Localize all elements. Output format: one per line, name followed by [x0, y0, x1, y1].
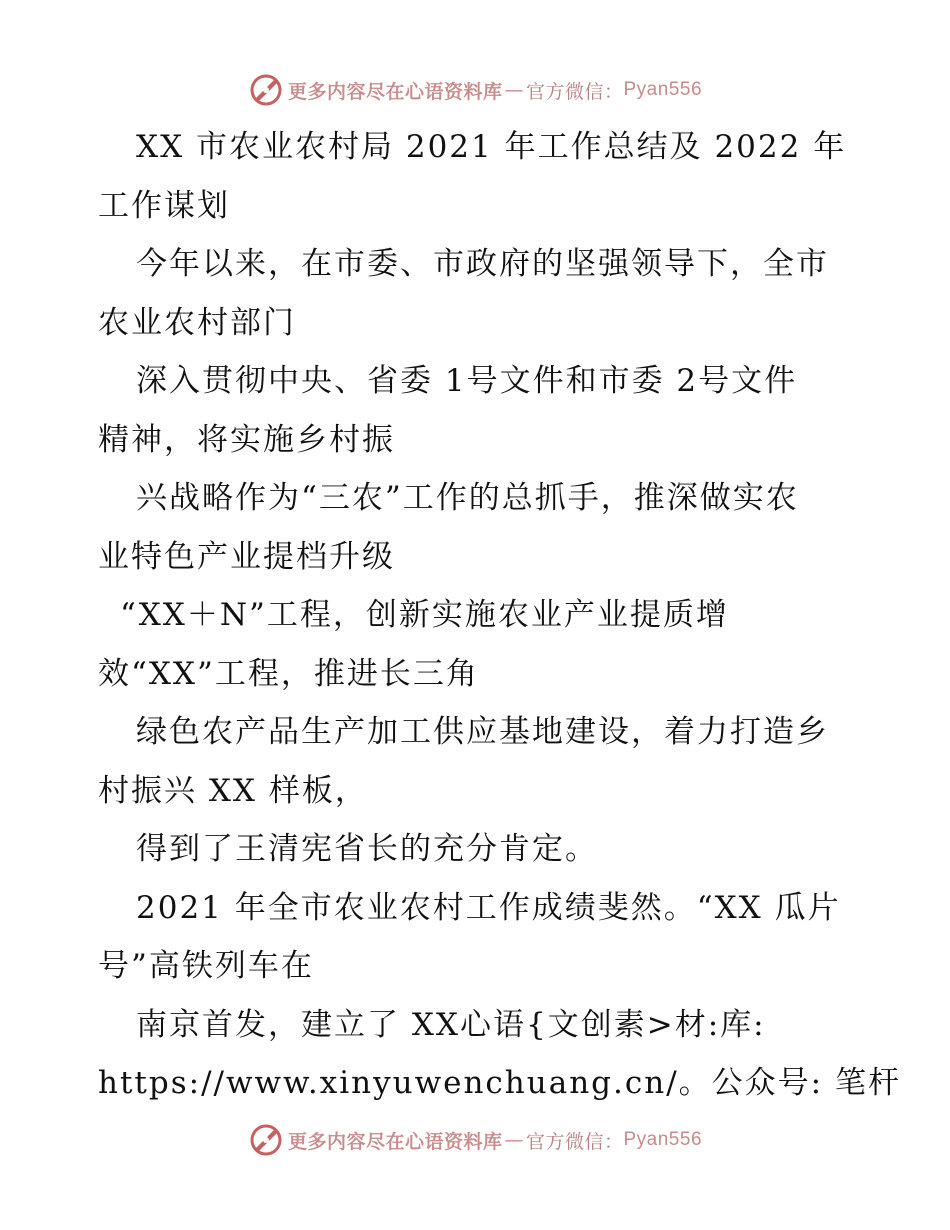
watermark-brand: 更多内容尽在心语资料库	[287, 80, 503, 103]
watermark-dash: —	[504, 79, 524, 101]
document-line: 绿色农产品生产加工供应基地建设，着力打造乡	[136, 714, 829, 750]
document-line: 精神，将实施乡村振	[98, 421, 395, 458]
document-line: 得到了王清宪省长的充分肯定。	[136, 831, 598, 867]
brand-logo-icon	[248, 72, 284, 108]
watermark-wechat-id: Pyan556	[623, 1129, 703, 1150]
document-line: 农业农村部门	[98, 304, 296, 341]
document-line: 工作谋划	[98, 187, 230, 224]
document-line: 号”高铁列车在	[98, 948, 314, 984]
footer-watermark	[0, 1120, 950, 1160]
document-line: 深入贯彻中央、省委 1号文件和市委 2号文件	[136, 363, 798, 399]
watermark-brand: 更多内容尽在心语资料库	[287, 1130, 503, 1153]
watermark-dash: —	[504, 1129, 524, 1151]
document-line: 兴战略作为“三农”工作的总抓手，推深做实农	[136, 480, 799, 516]
brand-logo-icon	[248, 1122, 284, 1158]
document-body	[98, 118, 901, 1113]
watermark-wechat-label: 官方微信：	[525, 1130, 624, 1153]
document-line: https://www.xinyuwenchuang.cn/。公众号: 笔杆	[98, 1065, 901, 1101]
document-line: “XX＋N”工程，创新实施农业产业提质增	[120, 597, 729, 633]
document-line: 效“XX”工程，推进长三角	[98, 655, 479, 692]
document-line: XX 市农业农村局 2021 年工作总结及 2022 年	[136, 129, 847, 165]
document-line: 2021 年全市农业农村工作成绩斐然。“XX 瓜片	[136, 889, 841, 926]
document-line: 南京首发，建立了 XX心语{文创素>材:库:	[136, 1006, 766, 1043]
document-line: 业特色产业提档升级	[98, 538, 395, 575]
document-line: 村振兴 XX 样板，	[98, 772, 368, 809]
watermark-wechat-id: Pyan556	[623, 79, 703, 100]
document-line: 今年以来，在市委、市政府的坚强领导下，全市	[136, 246, 829, 282]
header-watermark	[0, 70, 950, 110]
watermark-wechat-label: 官方微信：	[525, 80, 624, 103]
